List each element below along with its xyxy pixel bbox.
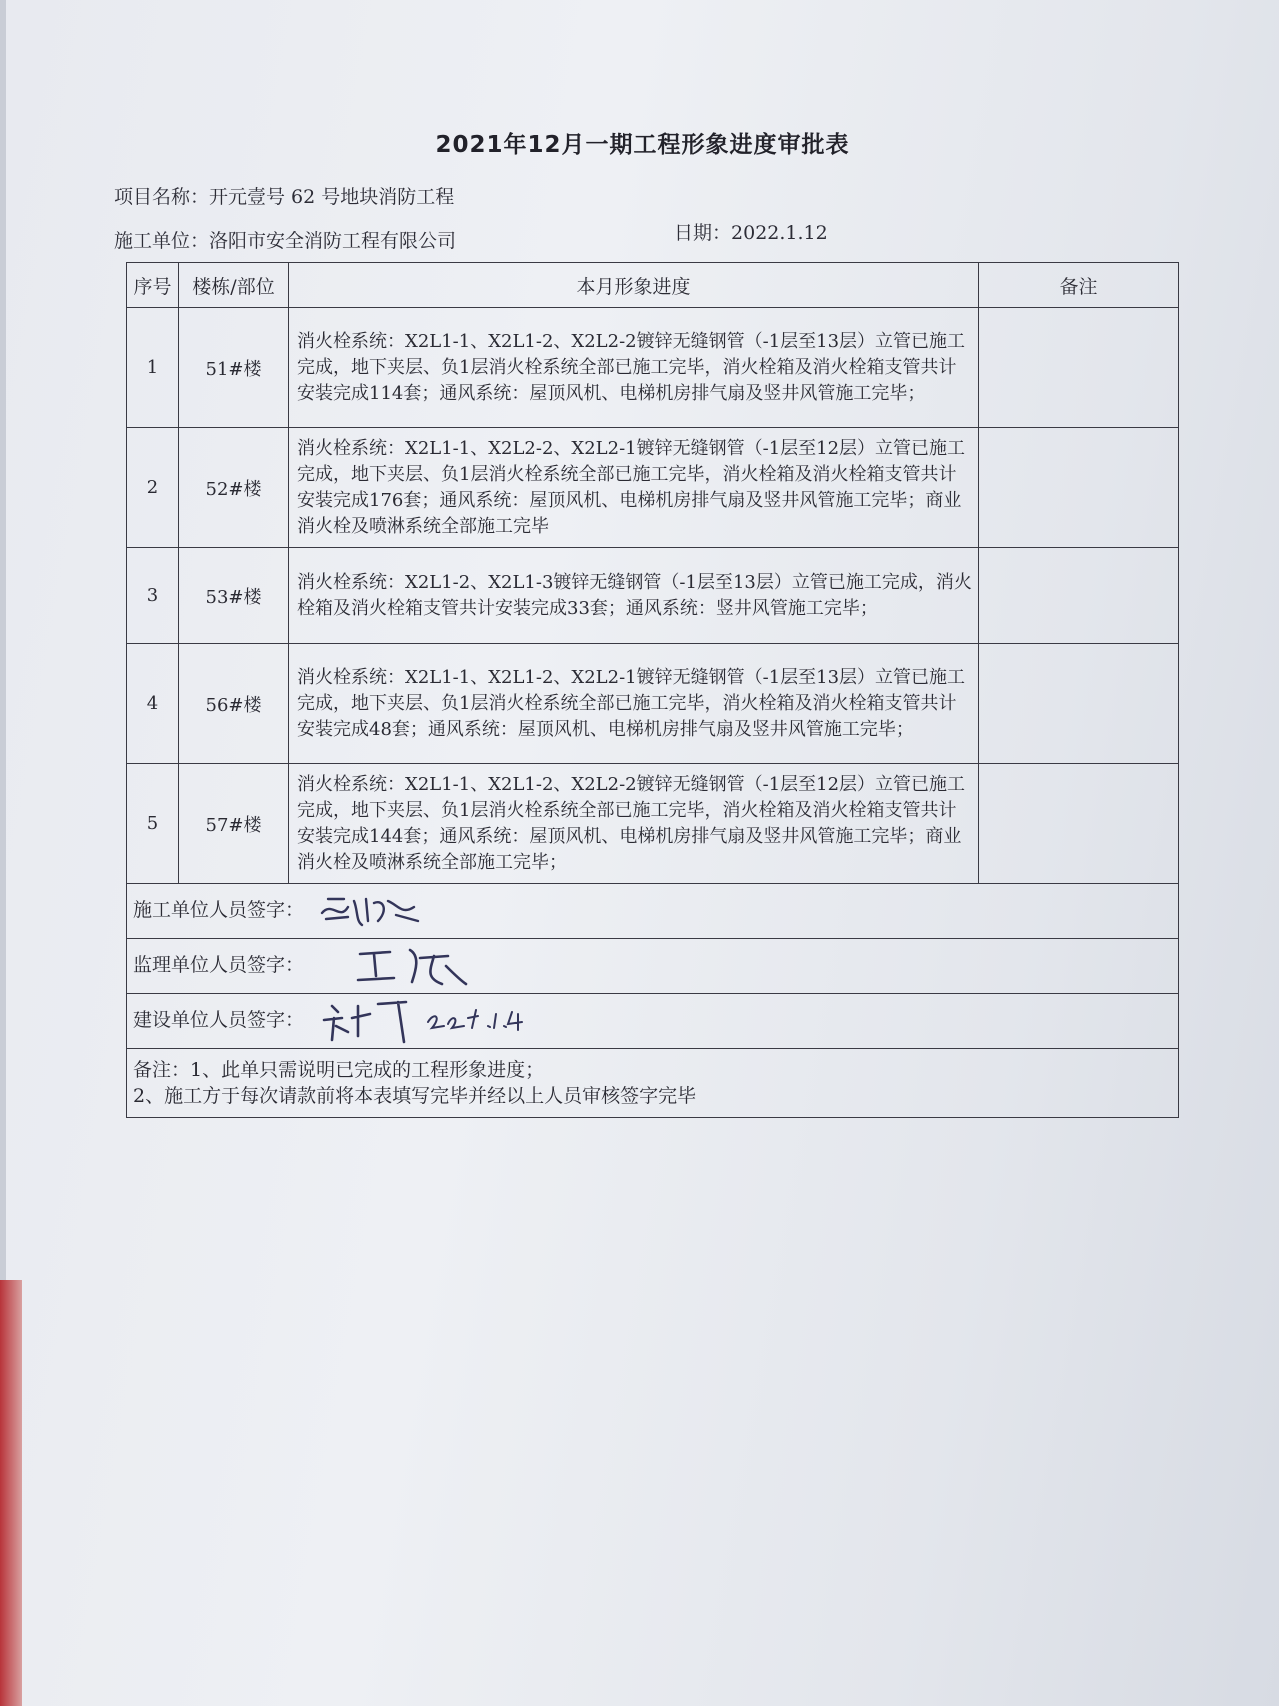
progress-table xyxy=(126,262,1179,1118)
contractor-label: 施工单位： xyxy=(114,230,210,252)
contractor-unit xyxy=(114,226,456,253)
notes-cell xyxy=(127,1049,1179,1118)
table-header-row xyxy=(127,263,1179,308)
project-name xyxy=(114,182,454,209)
supervisor-signature-cell xyxy=(127,939,1179,994)
row-number: 5 xyxy=(127,764,179,884)
owner-signature xyxy=(318,996,548,1046)
row-number: 2 xyxy=(127,428,179,548)
table-row xyxy=(127,428,1179,548)
table-row xyxy=(127,548,1179,644)
contractor-value: 洛阳市安全消防工程有限公司 xyxy=(209,230,457,252)
row-remark xyxy=(979,548,1179,644)
contractor-signature xyxy=(318,891,428,931)
document-page xyxy=(6,0,1279,1706)
row-progress: 消火栓系统：X2L1-2、X2L1-3镀锌无缝钢管（-1层至13层）立管已施工完成，消火栓箱及消火栓箱支管共计安装完成33套；通风系统：竖井风管施工完毕； xyxy=(289,548,979,644)
background-edge xyxy=(0,1280,22,1706)
project-label: 项目名称： xyxy=(114,186,210,208)
owner-signature-row xyxy=(127,994,1179,1049)
contractor-signature-row xyxy=(127,884,1179,939)
row-number: 1 xyxy=(127,308,179,428)
date-label: 日期： xyxy=(674,222,732,244)
supervisor-signature xyxy=(350,944,490,988)
row-progress: 消火栓系统：X2L1-1、X2L2-2、X2L2-1镀锌无缝钢管（-1层至12层）立管已施工完成，地下夹层、负1层消火栓系统全部已施工完毕，消火栓箱及消火栓箱支管共计安装完成176套；通风系统：屋顶风机、电梯机房排气扇及竖井风管施工完毕；商业消火栓及喷淋系统全部施工完毕 xyxy=(289,428,979,548)
contractor-signature-label: 施工单位人员签字： xyxy=(133,899,305,921)
row-number: 4 xyxy=(127,644,179,764)
contractor-signature-cell xyxy=(127,884,1179,939)
note-line-1: 备注：1、此单只需说明已完成的工程形象进度； xyxy=(133,1059,545,1081)
supervisor-signature-row xyxy=(127,939,1179,994)
table-row xyxy=(127,764,1179,884)
date xyxy=(674,218,828,245)
header-progress: 本月形象进度 xyxy=(289,263,979,308)
row-number: 3 xyxy=(127,548,179,644)
project-value: 开元壹号 62 号地块消防工程 xyxy=(209,186,455,208)
form-title: 2021年12月一期工程形象进度审批表 xyxy=(435,132,850,158)
row-building: 52#楼 xyxy=(179,428,289,548)
owner-signature-label: 建设单位人员签字： xyxy=(133,1009,305,1031)
header-no: 序号 xyxy=(127,263,179,308)
row-building: 56#楼 xyxy=(179,644,289,764)
header-building: 楼栋/部位 xyxy=(179,263,289,308)
header-remark: 备注 xyxy=(979,263,1179,308)
row-remark xyxy=(979,764,1179,884)
date-value: 2022.1.12 xyxy=(731,222,828,244)
row-building: 53#楼 xyxy=(179,548,289,644)
owner-signature-cell xyxy=(127,994,1179,1049)
supervisor-signature-label: 监理单位人员签字： xyxy=(133,954,305,976)
row-remark xyxy=(979,428,1179,548)
row-remark xyxy=(979,644,1179,764)
row-progress: 消火栓系统：X2L1-1、X2L1-2、X2L2-1镀锌无缝钢管（-1层至13层）立管已施工完成，地下夹层、负1层消火栓系统全部已施工完毕，消火栓箱及消火栓箱支管共计安装完成48套；通风系统：屋顶风机、电梯机房排气扇及竖井风管施工完毕； xyxy=(289,644,979,764)
row-remark xyxy=(979,308,1179,428)
table-row xyxy=(127,644,1179,764)
note-line-2: 2、施工方于每次请款前将本表填写完毕并经以上人员审核签字完毕 xyxy=(133,1085,697,1107)
table-row xyxy=(127,308,1179,428)
row-building: 51#楼 xyxy=(179,308,289,428)
row-progress: 消火栓系统：X2L1-1、X2L1-2、X2L2-2镀锌无缝钢管（-1层至12层）立管已施工完成，地下夹层、负1层消火栓系统全部已施工完毕，消火栓箱及消火栓箱支管共计安装完成144套；通风系统：屋顶风机、电梯机房排气扇及竖井风管施工完毕；商业消火栓及喷淋系统全部施工完毕； xyxy=(289,764,979,884)
row-progress: 消火栓系统：X2L1-1、X2L1-2、X2L2-2镀锌无缝钢管（-1层至13层）立管已施工完成，地下夹层、负1层消火栓系统全部已施工完毕，消火栓箱及消火栓箱支管共计安装完成114套；通风系统：屋顶风机、电梯机房排气扇及竖井风管施工完毕； xyxy=(289,308,979,428)
row-building: 57#楼 xyxy=(179,764,289,884)
notes-row xyxy=(127,1049,1179,1118)
